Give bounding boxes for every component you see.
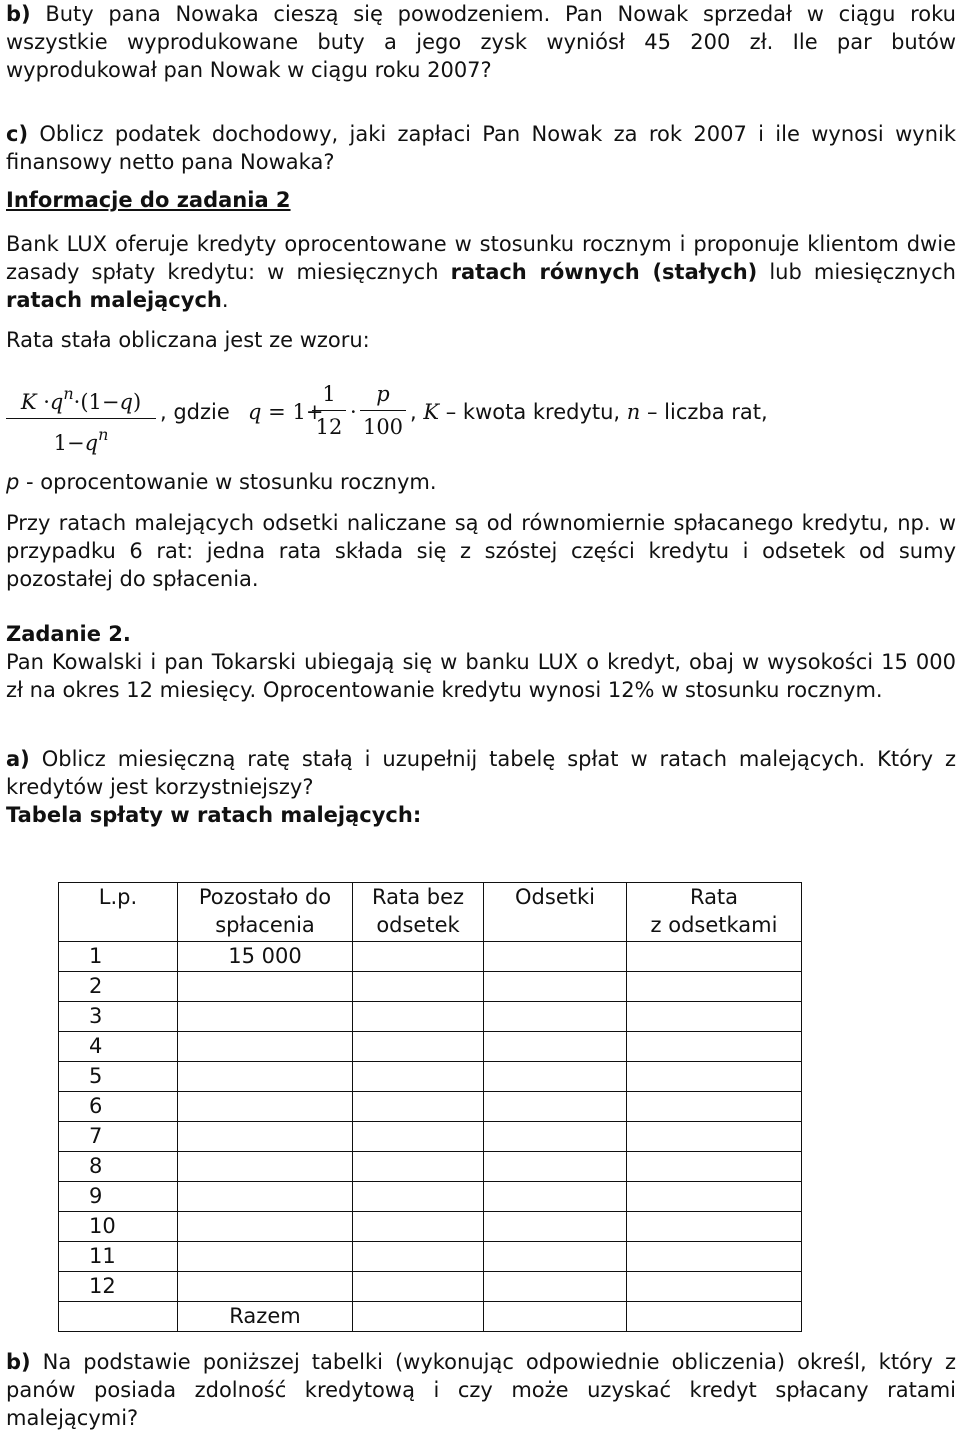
bank-intro-text-2: lub miesięcznych: [757, 260, 956, 284]
header-remaining: Pozostało do spłacenia: [178, 883, 353, 942]
part-a-label: a): [6, 747, 30, 771]
bank-intro-bold-1: ratach równych (stałych): [450, 260, 758, 284]
table-cell[interactable]: [627, 1092, 802, 1122]
table-header-row: [59, 883, 802, 942]
table-row: [59, 972, 802, 1002]
bank-intro-text-3: .: [221, 288, 229, 312]
table-cell[interactable]: [627, 1272, 802, 1302]
table-row: [59, 1032, 802, 1062]
header-interest: Odsetki: [484, 883, 627, 942]
total-label: Razem: [178, 1302, 353, 1332]
table-cell[interactable]: [353, 1152, 484, 1182]
part-a-text: Oblicz miesięczną ratę stałą i uzupełnij tabelę spłat w ratach malejących. Który z kredytów jest korzystniejszy?: [6, 747, 956, 799]
main-fraction-numerator: $K \cdot q^n\cdot(1-q)$: [20, 384, 142, 414]
part-c-label: c): [6, 122, 29, 146]
table-cell[interactable]: [627, 942, 802, 972]
table-cell[interactable]: [627, 972, 802, 1002]
row-number-cell: 3: [59, 1002, 178, 1032]
bank-intro-bold-2: ratach malejących: [6, 288, 222, 312]
table-cell[interactable]: [353, 1242, 484, 1272]
table-cell[interactable]: [627, 1032, 802, 1062]
table-cell[interactable]: [484, 1272, 627, 1302]
table-row: [59, 1242, 802, 1272]
table-row: [59, 1092, 802, 1122]
table-cell[interactable]: [178, 1272, 353, 1302]
table-row: [59, 1212, 802, 1242]
table-cell[interactable]: [178, 972, 353, 1002]
table-cell[interactable]: [353, 1182, 484, 1212]
table-cell[interactable]: [353, 1002, 484, 1032]
table-cell[interactable]: [353, 1212, 484, 1242]
table-total-row: [59, 1302, 802, 1332]
row-number-cell: 4: [59, 1032, 178, 1062]
table-cell[interactable]: [178, 1032, 353, 1062]
table-cell[interactable]: [353, 1062, 484, 1092]
row-number-cell: 8: [59, 1152, 178, 1182]
table-cell[interactable]: [178, 1242, 353, 1272]
table-row: [59, 1272, 802, 1302]
table-cell[interactable]: [353, 1122, 484, 1152]
task-2-text: Pan Kowalski i pan Tokarski ubiegają się w banku LUX o kredyt, obaj w wysokości 15 000 zł na okres 12 miesięcy. Oprocentowanie kredytu wynosi 12% w stosunku rocznym.: [6, 650, 956, 702]
table-cell[interactable]: [484, 942, 627, 972]
table-cell[interactable]: [178, 1062, 353, 1092]
main-fraction: [6, 378, 156, 459]
task-2-heading: Zadanie 2.: [6, 622, 131, 646]
part-b-text: Buty pana Nowaka cieszą się powodzeniem. Pan Nowak sprzedał w ciągu roku wszystkie wyprodukowane buty a jego zysk wyniósł 45 200 zł. Ile par butów wyprodukował pan Nowak w ciągu roku 2007?: [6, 2, 956, 82]
table-cell[interactable]: [627, 1122, 802, 1152]
table-cell[interactable]: [178, 1002, 353, 1032]
gdzie-text: , gdzie: [160, 400, 230, 424]
decreasing-installments-info: Przy ratach malejących odsetki naliczane są od równomiernie spłacanego kredytu, np. w przypadku 6 rat: jedna rata składa się z szóstej części kredytu i odsetek od sumy pozostałej do spłacenia.: [6, 511, 956, 591]
row-number-cell: 2: [59, 972, 178, 1002]
table-cell[interactable]: [627, 1182, 802, 1212]
table-cell[interactable]: [484, 1242, 627, 1272]
table-heading: Tabela spłaty w ratach malejących:: [6, 803, 422, 827]
table-cell[interactable]: [178, 1092, 353, 1122]
table-cell[interactable]: [484, 972, 627, 1002]
table-cell[interactable]: [484, 1002, 627, 1032]
table-cell[interactable]: 15 000: [178, 942, 353, 972]
table-cell[interactable]: [484, 1122, 627, 1152]
table-cell[interactable]: [484, 1062, 627, 1092]
part-b2-text: Na podstawie poniższej tabelki (wykonując odpowiednie obliczenia) określ, który z panów posiada zdolność kredytową i czy może uzyskać kredyt spłacany ratami malejącymi?: [6, 1350, 956, 1430]
variable-definitions: , K – kwota kredytu, n – liczba rat,: [410, 400, 768, 424]
bank-intro-text-1: Bank LUX oferuje kredyty oprocentowane w stosunku rocznym i proponuje klientom dwie zasady spłaty kredytu: w miesięcznych: [6, 232, 956, 284]
part-b-label: b): [6, 2, 31, 26]
table-cell[interactable]: [484, 1032, 627, 1062]
table-cell[interactable]: [484, 1212, 627, 1242]
part-b2-label: b): [6, 1350, 31, 1374]
row-number-cell: 10: [59, 1212, 178, 1242]
header-principal: Rata bez odsetek: [353, 883, 484, 942]
main-fraction-denominator: $1-q^n$: [53, 425, 109, 455]
header-total-installment: Rata z odsetkami: [627, 883, 802, 942]
table-row: [59, 1122, 802, 1152]
table-cell[interactable]: [353, 1092, 484, 1122]
table-cell[interactable]: [178, 1212, 353, 1242]
table-cell[interactable]: [627, 1062, 802, 1092]
repayment-table: [58, 882, 802, 1332]
q-definition-lhs: q = 1+: [248, 400, 324, 424]
table-cell[interactable]: [353, 942, 484, 972]
info-heading: Informacje do zadania 2: [6, 188, 291, 212]
part-b-paragraph: [6, 0, 956, 84]
table-cell[interactable]: [484, 1182, 627, 1212]
part-c-text: Oblicz podatek dochodowy, jaki zapłaci Pan Nowak za rok 2007 i ile wynosi wynik finansowy netto pana Nowaka?: [6, 122, 956, 174]
row-number-cell: 5: [59, 1062, 178, 1092]
table-row: [59, 1002, 802, 1032]
multiply-dot: ·: [350, 400, 357, 424]
table-cell[interactable]: [178, 1152, 353, 1182]
table-row: [59, 1182, 802, 1212]
part-c-paragraph: [6, 120, 956, 176]
fraction-p-over-100: p 100: [360, 378, 406, 443]
annuity-formula: [6, 378, 956, 458]
table-cell[interactable]: [353, 1032, 484, 1062]
bank-intro-paragraph: [6, 230, 956, 314]
header-lp: L.p.: [59, 883, 178, 942]
table-row: [59, 942, 802, 972]
table-cell[interactable]: [627, 1242, 802, 1272]
table-body: [59, 942, 802, 1302]
table-cell[interactable]: [484, 1152, 627, 1182]
row-number-cell: 9: [59, 1182, 178, 1212]
table-cell[interactable]: [627, 1212, 802, 1242]
table-cell[interactable]: [353, 1272, 484, 1302]
table-cell[interactable]: [484, 1092, 627, 1122]
table-row: [59, 1062, 802, 1092]
table-cell[interactable]: [627, 1152, 802, 1182]
p-definition: p - oprocentowanie w stosunku rocznym.: [6, 470, 437, 494]
table-cell[interactable]: [178, 1182, 353, 1212]
row-number-cell: 7: [59, 1122, 178, 1152]
table-row: [59, 1152, 802, 1182]
row-number-cell: 6: [59, 1092, 178, 1122]
row-number-cell: 1: [59, 942, 178, 972]
part-b2-paragraph: [6, 1348, 956, 1432]
table-cell[interactable]: [353, 972, 484, 1002]
formula-intro: Rata stała obliczana jest ze wzoru:: [6, 328, 370, 352]
fraction-1-over-12: 1 12: [312, 378, 346, 443]
row-number-cell: 12: [59, 1272, 178, 1302]
table-cell[interactable]: [178, 1122, 353, 1152]
part-a-paragraph: [6, 745, 956, 801]
table-cell[interactable]: [627, 1002, 802, 1032]
row-number-cell: 11: [59, 1242, 178, 1272]
